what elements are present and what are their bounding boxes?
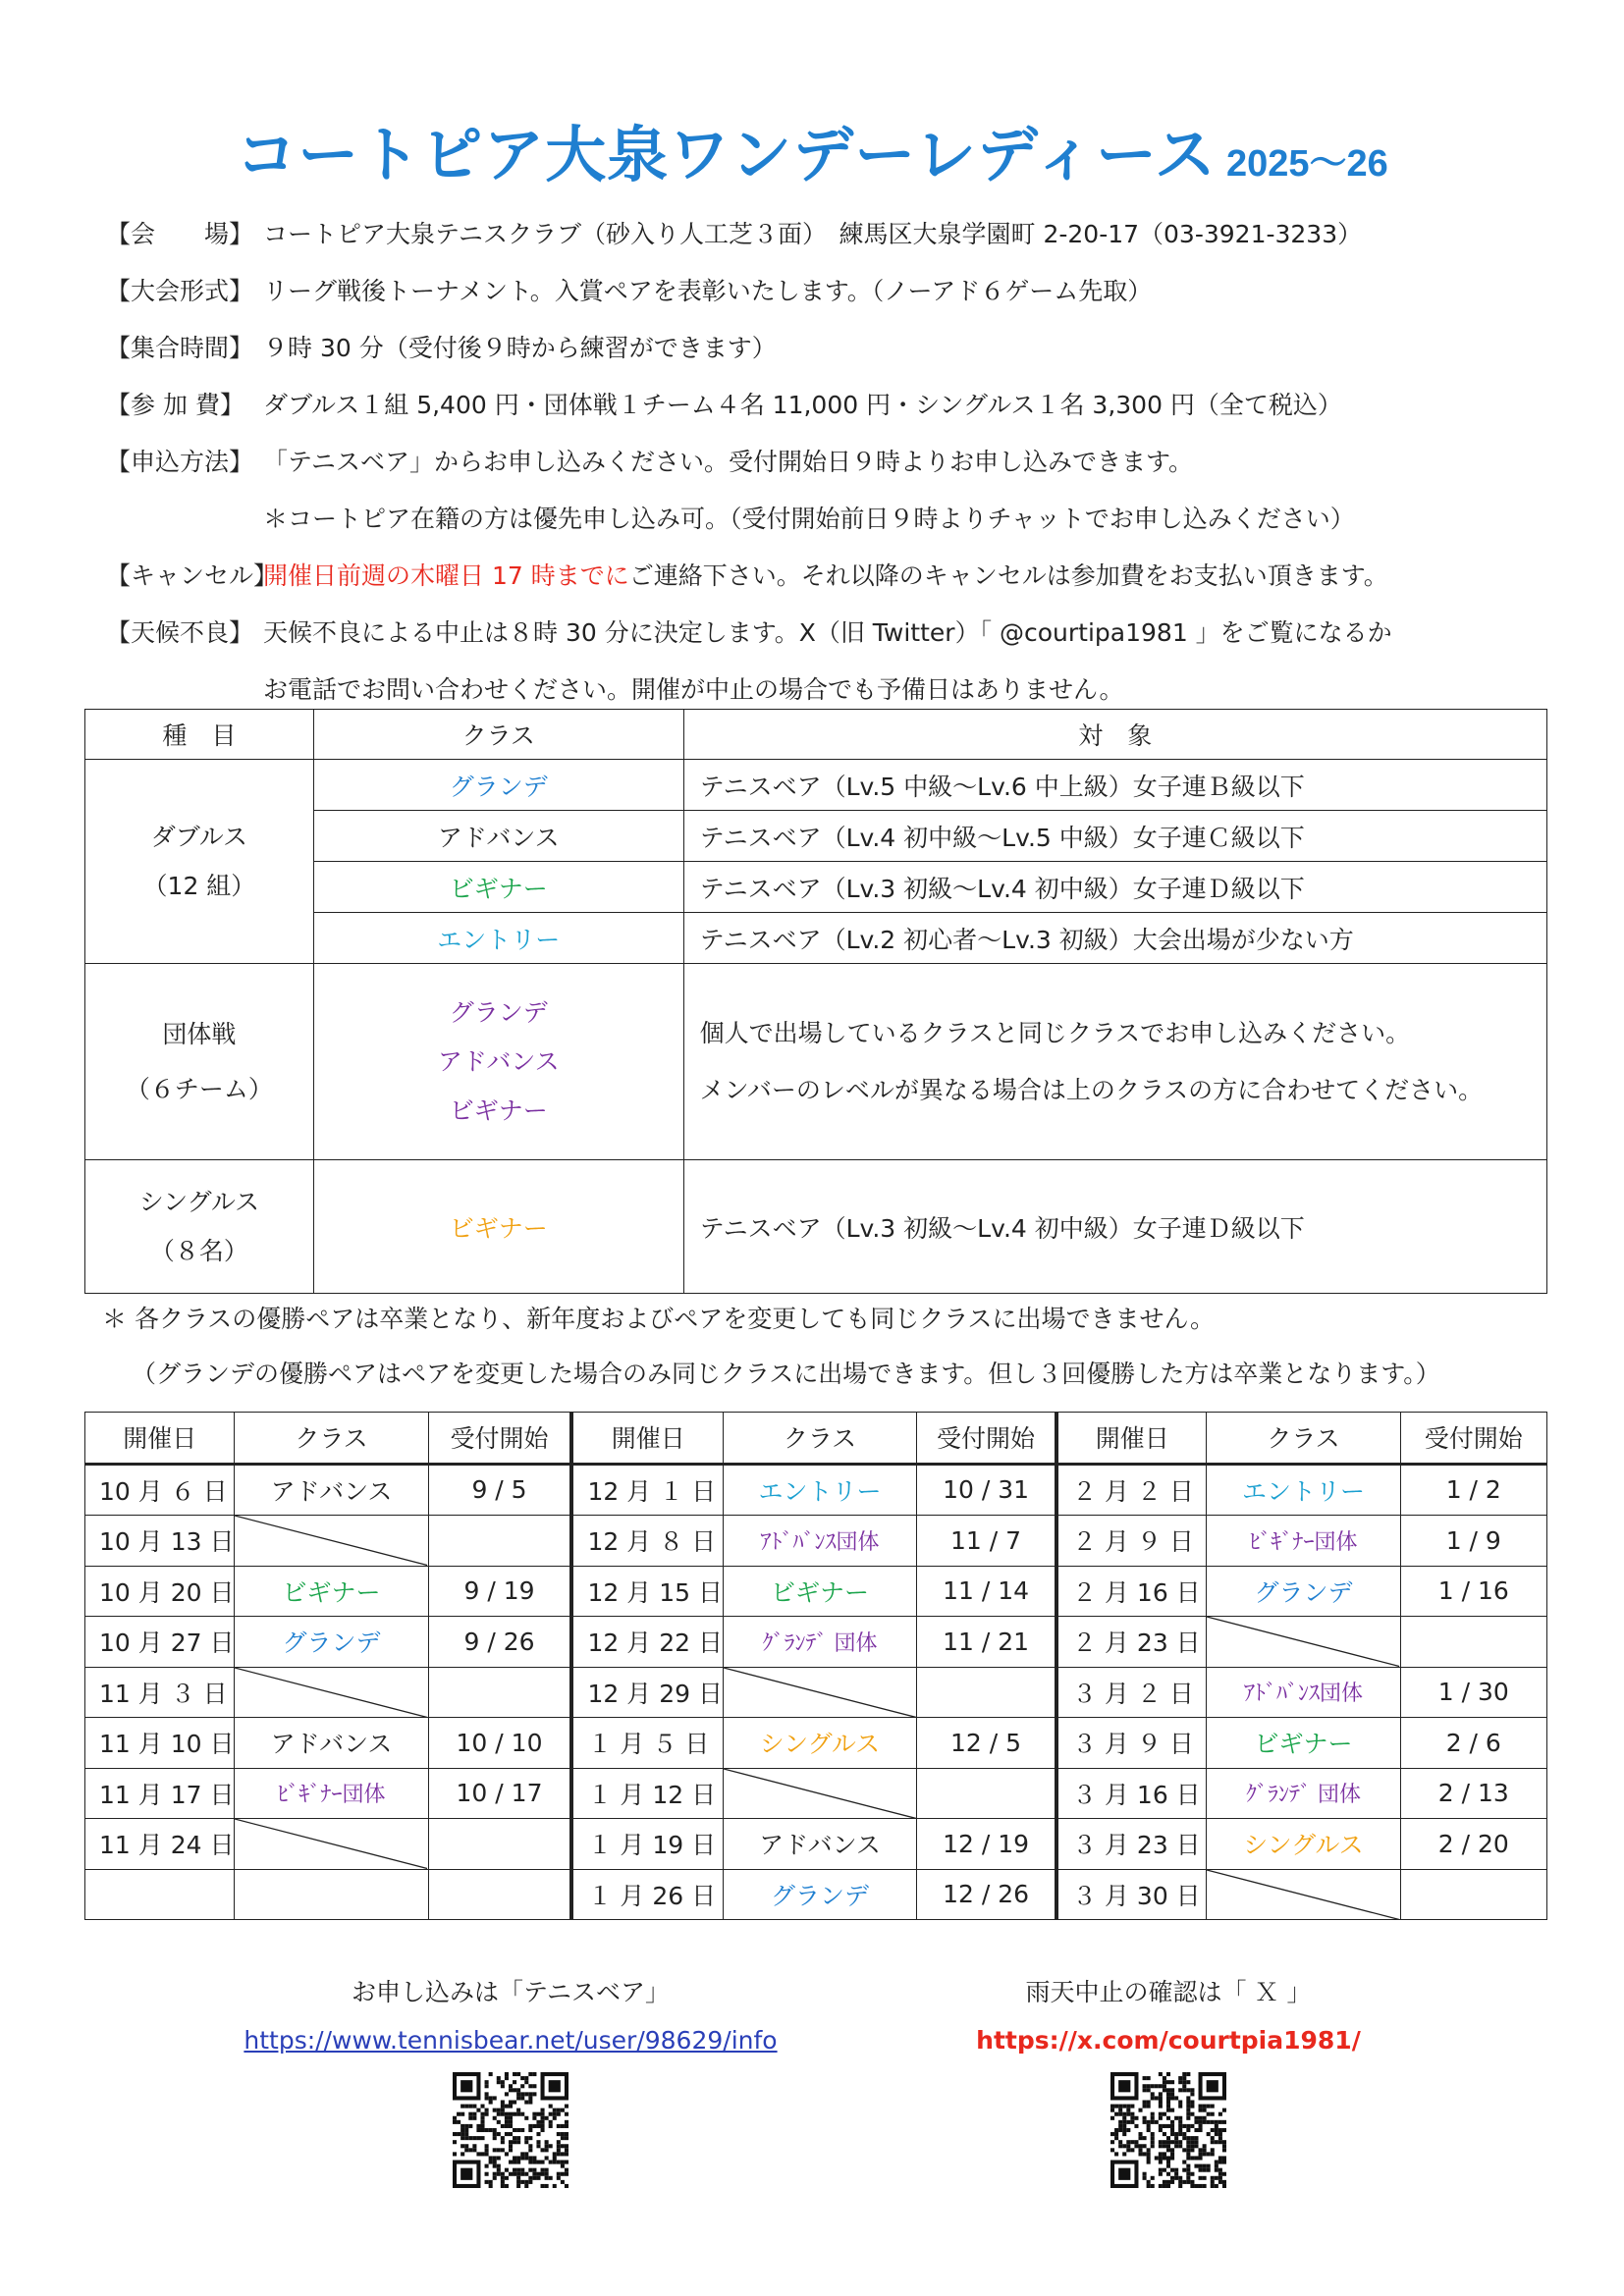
info-apply-note: ＊コートピア在籍の方は優先申し込み可。（受付開始前日９時よりチャットでお申し込みください） [263,505,1355,533]
class-target: テニスベア（Lv.3 初級～Lv.4 初中級）女子連Ｄ級以下 [683,1160,1546,1294]
footer-left [177,1973,844,2188]
team-target [683,964,1546,1160]
no-event-cell [1207,1617,1400,1668]
schedule-open: 1 / 16 [1400,1566,1546,1617]
event-name: 団体戦 [162,1019,237,1048]
schedule-table [84,1412,1547,1920]
schedule-open: 12 / 5 [917,1718,1056,1769]
info-label: 【参 加 費】 [106,391,244,419]
diagonal-strike [235,1819,427,1869]
schedule-row [85,1617,1547,1668]
schedule-class: ｱﾄﾞﾊﾞﾝｽ団体 [1207,1667,1400,1718]
schedule-date: 12 月 ８ 日 [571,1516,723,1567]
col-header: 受付開始 [428,1413,571,1465]
schedule-date: 10 月 ６ 日 [85,1464,235,1516]
schedule-date: １ 月 19 日 [571,1819,723,1870]
footer-label: 雨天中止の確認は「 Ｘ 」 [1025,1978,1312,2006]
class-target: テニスベア（Lv.4 初中級～Lv.5 中級）女子連Ｃ級以下 [683,811,1546,862]
schedule-open: 1 / 9 [1400,1516,1546,1567]
schedule-date: 11 月 ３ 日 [85,1667,235,1718]
schedule-open: 1 / 2 [1400,1464,1546,1516]
info-text: リーグ戦後トーナメント。入賞ペアを表彰いたします。（ノーアド６ゲーム先取） [263,277,1153,305]
cancel-deadline: 開催日前週の木曜日 17 時までに [263,561,629,590]
class-target: テニスベア（Lv.2 初心者～Lv.3 初級）大会出場が少ない方 [683,913,1546,964]
schedule-class: アドバンス [723,1819,916,1870]
schedule-class: ビギナー [723,1566,916,1617]
col-header: 開催日 [571,1413,723,1465]
col-header: 開催日 [85,1413,235,1465]
schedule-open [428,1819,571,1870]
schedule-open: 11 / 7 [917,1516,1056,1567]
schedule-class: ｱﾄﾞﾊﾞﾝｽ団体 [723,1516,916,1567]
diagonal-strike [235,1516,427,1566]
schedule-class: ビギナー [235,1566,428,1617]
schedule-open: 11 / 14 [917,1566,1056,1617]
schedule-open: 12 / 19 [917,1819,1056,1870]
schedule-class: シングルス [723,1718,916,1769]
doubles-cell [85,760,314,964]
title-text: コートピア大泉ワンデーレディース [236,119,1217,190]
schedule-date: ２ 月 ２ 日 [1056,1464,1207,1516]
schedule-date [85,1869,235,1920]
class-name: グランデ [449,997,548,1027]
schedule-open: 9 / 19 [428,1566,571,1617]
event-name: ダブルス [150,822,248,851]
col-header: クラス [1207,1413,1400,1465]
event-info [106,204,1540,717]
schedule-row [85,1566,1547,1617]
schedule-open [428,1667,571,1718]
note-2: （グランデの優勝ペアはペアを変更した場合のみ同じクラスに出場できます。但し３回優勝した方は卒業となります。） [132,1360,1440,1388]
schedule-date: 10 月 27 日 [85,1617,235,1668]
schedule-date: 11 月 17 日 [85,1768,235,1819]
info-fee [106,375,1540,432]
diagonal-strike [235,1668,427,1718]
info-text: ９時 30 分（受付後９時から練習ができます） [263,334,777,362]
diagonal-strike [1207,1617,1399,1667]
schedule-open [1400,1617,1546,1668]
schedule-class [235,1869,428,1920]
notes [102,1292,1440,1402]
no-event-cell [235,1819,428,1870]
col-header: クラス [235,1413,428,1465]
note-1: ＊ 各クラスの優勝ペアは卒業となり、新年度およびペアを変更しても同じクラスに出場できません。 [102,1305,1215,1333]
schedule-open: 2 / 20 [1400,1819,1546,1870]
class-name: アドバンス [437,1046,560,1076]
schedule-open: 9 / 5 [428,1464,571,1516]
schedule-open: 10 / 10 [428,1718,571,1769]
schedule-open [1400,1869,1546,1920]
schedule-date: 11 月 10 日 [85,1718,235,1769]
schedule-row [85,1819,1547,1870]
schedule-open: 11 / 21 [917,1617,1056,1668]
info-weather-2: お電話でお問い合わせください。開催が中止の場合でも予備日はありません。 [263,675,1124,704]
class-target: テニスベア（Lv.3 初級～Lv.4 初中級）女子連Ｄ級以下 [683,862,1546,913]
event-count: （12 組） [142,871,256,900]
schedule-row [85,1718,1547,1769]
schedule-row [85,1464,1547,1516]
schedule-open: 12 / 26 [917,1869,1056,1920]
info-label: 【キャンセル】 [106,561,279,590]
qr-code-x [1110,2072,1226,2188]
diagonal-strike [724,1668,916,1718]
info-weather [106,603,1540,660]
schedule-open: 1 / 30 [1400,1667,1546,1718]
team-target-2: メンバーのレベルが異なる場合は上のクラスの方に合わせてください。 [699,1075,1484,1104]
schedule-class: グランデ [235,1617,428,1668]
schedule-row [85,1768,1547,1819]
col-header: 対 象 [683,710,1546,760]
x-link[interactable]: https://x.com/courtpia1981/ [976,2026,1361,2055]
schedule-date: 11 月 24 日 [85,1819,235,1870]
schedule-open: 2 / 6 [1400,1718,1546,1769]
schedule-row [85,1667,1547,1718]
singles-cell [85,1160,314,1294]
diagonal-strike [724,1769,916,1819]
schedule-date: ３ 月 ９ 日 [1056,1718,1207,1769]
info-apply [106,432,1540,489]
info-label: 【集合時間】 [106,334,254,362]
page-title [0,106,1624,193]
info-venue [106,204,1540,261]
schedule-open: 10 / 31 [917,1464,1056,1516]
no-event-cell [1207,1869,1400,1920]
schedule-date: ３ 月 23 日 [1056,1819,1207,1870]
info-time [106,318,1540,375]
info-cancel [106,546,1540,603]
schedule-class: グランデ [1207,1566,1400,1617]
schedule-class: ﾋﾞｷﾞﾅｰ団体 [1207,1516,1400,1567]
schedule-open [428,1869,571,1920]
info-text: ダブルス１組 5,400 円・団体戦１チーム４名 11,000 円・シングルス１名 3,300 円（全て税込） [263,391,1342,419]
col-header: 開催日 [1056,1413,1207,1465]
team-target-1: 個人で出場しているクラスと同じクラスでお申し込みください。 [699,1018,1411,1047]
info-text: 「テニスベア」からお申し込みください。受付開始日９時よりお申し込みできます。 [263,448,1194,476]
col-header: 受付開始 [1400,1413,1546,1465]
no-event-cell [723,1768,916,1819]
no-event-cell [235,1516,428,1567]
qr-code-tennisbear [453,2072,568,2188]
no-event-cell [723,1667,916,1718]
schedule-date: 12 月 １ 日 [571,1464,723,1516]
schedule-open [428,1516,571,1567]
footer-right [864,1973,1473,2188]
schedule-date: ３ 月 30 日 [1056,1869,1207,1920]
team-cell [85,964,314,1160]
schedule-date: １ 月 26 日 [571,1869,723,1920]
schedule-date: ３ 月 16 日 [1056,1768,1207,1819]
info-text: コートピア大泉テニスクラブ（砂入り人工芝３面） 練馬区大泉学園町 2-20-17（03-3921-3233） [263,220,1363,248]
event-count: （６チーム） [125,1074,273,1103]
diagonal-strike [1207,1870,1399,1920]
schedule-open: 9 / 26 [428,1617,571,1668]
info-text: 天候不良による中止は８時 30 分に決定します。X（旧 Twitter）「 @courtipa1981 」をご覧になるか [263,618,1392,647]
schedule-row [85,1516,1547,1567]
info-label: 【申込方法】 [106,448,254,476]
col-header: 種 目 [85,710,314,760]
schedule-class: エントリー [723,1464,916,1516]
schedule-open [917,1768,1056,1819]
schedule-class: ｸﾞﾗﾝﾃﾞ 団体 [723,1617,916,1668]
schedule-class: エントリー [1207,1464,1400,1516]
info-label: 【大会形式】 [106,277,254,305]
schedule-date: ２ 月 16 日 [1056,1566,1207,1617]
no-event-cell [235,1667,428,1718]
schedule-open: 2 / 13 [1400,1768,1546,1819]
col-header: クラス [723,1413,916,1465]
footer-label: お申し込みは「テニスベア」 [351,1978,670,2006]
schedule-date: ２ 月 ９ 日 [1056,1516,1207,1567]
schedule-date: １ 月 ５ 日 [571,1718,723,1769]
schedule-open: 10 / 17 [428,1768,571,1819]
schedule-class: ｸﾞﾗﾝﾃﾞ 団体 [1207,1768,1400,1819]
schedule-class: ビギナー [1207,1718,1400,1769]
schedule-date: 12 月 29 日 [571,1667,723,1718]
class-name: アドバンス [313,811,683,862]
schedule-class: アドバンス [235,1464,428,1516]
team-classes [313,964,683,1160]
class-name: グランデ [313,760,683,811]
class-name: エントリー [313,913,683,964]
title-year: 2025～26 [1225,143,1388,185]
col-header: 受付開始 [917,1413,1056,1465]
class-name: ビギナー [449,1095,548,1125]
schedule-class: シングルス [1207,1819,1400,1870]
class-name: ビギナー [313,1160,683,1294]
info-label: 【天候不良】 [106,618,254,647]
schedule-date: ３ 月 ２ 日 [1056,1667,1207,1718]
schedule-class: アドバンス [235,1718,428,1769]
class-table [84,709,1547,1294]
col-header: クラス [313,710,683,760]
schedule-open [917,1667,1056,1718]
class-name: ビギナー [313,862,683,913]
schedule-date: 10 月 13 日 [85,1516,235,1567]
event-count: （８名） [149,1236,248,1265]
schedule-class: ﾋﾞｷﾞﾅｰ団体 [235,1768,428,1819]
info-label: 【会 場】 [106,220,254,248]
info-format [106,261,1540,318]
schedule-date: 12 月 22 日 [571,1617,723,1668]
schedule-row [85,1869,1547,1920]
event-name: シングルス [138,1187,260,1216]
tennisbear-link[interactable]: https://www.tennisbear.net/user/98629/info [244,2026,778,2055]
schedule-date: 10 月 20 日 [85,1566,235,1617]
schedule-class: グランデ [723,1869,916,1920]
schedule-date: １ 月 12 日 [571,1768,723,1819]
info-text: ご連絡下さい。それ以降のキャンセルは参加費をお支払い頂きます。 [628,561,1388,590]
schedule-date: 12 月 15 日 [571,1566,723,1617]
class-target: テニスベア（Lv.5 中級～Lv.6 中上級）女子連Ｂ級以下 [683,760,1546,811]
schedule-date: ２ 月 23 日 [1056,1617,1207,1668]
